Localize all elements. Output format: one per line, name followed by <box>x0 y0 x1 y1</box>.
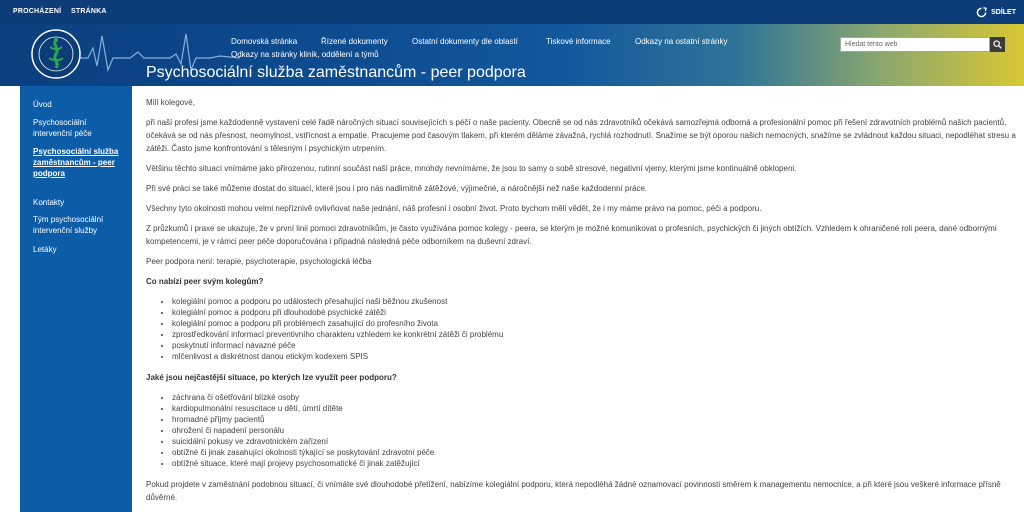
leftnav-item-contacts[interactable]: Kontakty <box>33 198 65 207</box>
list-common-situations <box>172 392 1018 469</box>
list-item: • hromadné příjmy pacientů <box>172 414 1018 425</box>
nav-controlled-documents[interactable]: Řízené dokumenty <box>321 37 388 46</box>
tab-page[interactable]: STRÁNKA <box>71 8 107 15</box>
paragraph-routine: Většinu těchto situací vnímáme jako přirozenou, rutinní součást naší práce, mnohdy nevnímáme, že jsou to samy o sobě stresové, negativní vjemy, kterými jsme kontinuálně obklopeni. <box>146 164 797 173</box>
nav-home[interactable]: Domovská stránka <box>231 37 298 46</box>
nav-other-links[interactable]: Odkazy na ostatní stránky <box>635 37 728 46</box>
paragraph-peer-is-not: Peer podpora není: terapie, psychoterapie, psychologická léčba <box>146 257 372 266</box>
site-search <box>840 37 1005 52</box>
share-button[interactable] <box>976 6 1016 18</box>
page-title: Psychosociální služba zaměstnancům - peer podpora <box>146 64 526 81</box>
list-item: • obtížné situace, které mají projevy psychosomatické či jinak zatěžující <box>172 458 1018 469</box>
search-input[interactable]: Hledat tento web <box>840 37 990 52</box>
suite-bar <box>0 0 1024 24</box>
list-peer-offers <box>172 296 1018 362</box>
list-item: • kardiopulmonální resuscitace u dětí, úmrtí dítěte <box>172 403 1018 414</box>
list-item: • záchrana či ošetřování blízké osoby <box>172 392 1018 403</box>
paragraph-confidential-support: Pokud projdete v zaměstnání podobnou situací, či vnímáte své dlouhodobé přetížení, nabízíme kolegiální podporu, která nepodléhá žádné oznamovací povinnosti směrem k managementu nemocnice, a při které jsou veškeré informace přísně důvěrné. <box>146 480 1001 502</box>
greeting: Milí kolegové, <box>146 98 195 107</box>
paragraph-peer-role: Z průzkumů i praxe se ukazuje, že v první linii pomoci zdravotníkům, je často využívána pomoc kolegy - peera, se kterým je možné komunikovat o profesních, psychických či jiných obtížích. Vzhledem k ohraničené roli peera, dané odbornými kompetencemi, je v rámci peer péče doporučována i případná následná péče odborníkem na duševní zdraví. <box>146 224 997 246</box>
list-item: • zprostředkování informací preventivního charakteru vzhledem ke konkrétní zátěži či problému <box>172 329 1018 340</box>
leftnav-item-peer-support[interactable]: Psychosociální služba zaměstnancům - peer podpora <box>33 147 119 178</box>
paragraph-right-to-help: Všechny tyto okolnosti mohou velmi nepříznivě ovlivňovat naše jednání, náš profesní i osobní život. Proto bychom měli vědět, že i my máme právo na pomoc, péči a podporu. <box>146 204 762 213</box>
nav-press-releases[interactable]: Tiskové informace <box>546 37 611 46</box>
list-item: • kolegiální pomoc a podporu při dlouhodobé psychické zátěži <box>172 307 1018 318</box>
leftnav-item-team[interactable]: Tým psychosociální intervenční služby <box>33 215 104 235</box>
hospital-logo <box>30 28 82 80</box>
list-item: • ohrožení či napadení personálu <box>172 425 1018 436</box>
site-banner <box>0 24 1024 86</box>
nav-clinic-links[interactable]: Odkazy na stránky klinik, oddělení a týmů <box>231 50 379 59</box>
search-icon <box>993 40 1002 49</box>
left-navigation <box>20 86 132 512</box>
list-item: • suicidální pokusy ve zdravotnickém zařízení <box>172 436 1018 447</box>
tab-browse[interactable]: PROCHÁZENÍ <box>13 8 62 15</box>
heading-what-peer-offers: Co nabízí peer svým kolegům? <box>146 277 264 286</box>
list-item: • mlčenlivost a diskrétnost danou etickým kodexem SPIS <box>172 351 1018 362</box>
list-item: • kolegiální pomoc a podporu při problémech zasahující do profesního života <box>172 318 1018 329</box>
paragraph-situations: Při své práci se také můžeme dostat do situací, které jsou i pro nás nadlimitně zátěžové, výjimečné, a náročnější než naše každodenní práce. <box>146 184 648 193</box>
paragraph-intro: při naší profesi jsme každodenně vystavení celé řadě náročných situací souvisejících s péčí o naše pacienty. Obecně se od nás zdravotníků očekává samozřejmá odborná a profesionální pomoc při řešení zdravotních problémů našich pacientů, očekává se od nás přesnost, neomylnost, vstřícnost a empatie. Pracujeme pod časovým tlakem, při kterém děláme závažná, rychlá rozhodnutí. Snažíme se být oporou našich nemocných, snažíme se zvládnout každou situaci, nepodléhat stresu a zátěži. Často jsme konfrontování s tělesným i psychickým utrpením. <box>146 118 1016 153</box>
leftnav-item-psychosocial-care[interactable]: Psychosociální intervenční péče <box>33 118 92 138</box>
list-item: • obtížné či jinak zasahující okolnosti týkající se poskytování zdravotní péče <box>172 447 1018 458</box>
list-item: • kolegiální pomoc a podporu po událostech přesahující naši běžnou zkušenost <box>172 296 1018 307</box>
heading-common-situations: Jaké jsou nejčastější situace, po kterých lze využít peer podporu? <box>146 373 397 382</box>
list-item: • poskytnutí informací návazné péče <box>172 340 1018 351</box>
share-icon <box>976 7 987 18</box>
nav-other-documents[interactable]: Ostatní dokumenty dle oblastí <box>412 37 518 46</box>
search-button[interactable] <box>990 37 1005 52</box>
main-content <box>146 96 1018 511</box>
share-label: SDÍLET <box>991 8 1016 16</box>
leftnav-item-intro[interactable]: Úvod <box>33 100 52 109</box>
leftnav-item-leaflets[interactable]: Letáky <box>33 245 57 254</box>
